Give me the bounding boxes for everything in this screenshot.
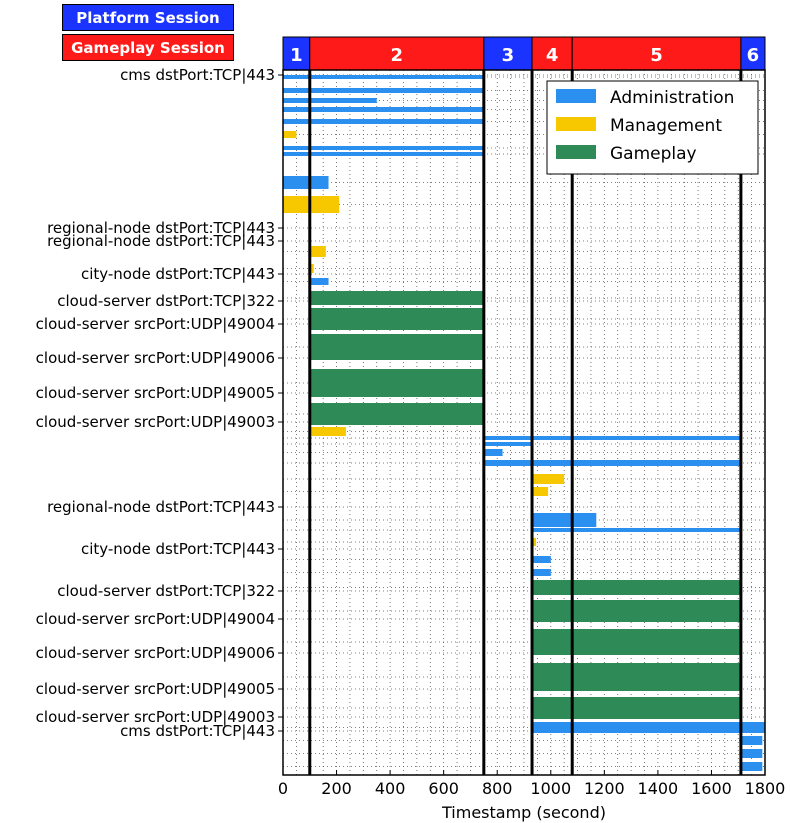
bar-gameplay (310, 308, 484, 330)
bar-gameplay (532, 697, 741, 719)
x-axis-label: Timestamp (second) (442, 803, 606, 822)
bar-gameplay (310, 369, 484, 397)
bar-management (532, 487, 548, 496)
phase-label-6: 6 (746, 45, 760, 66)
bar-administration (484, 460, 741, 466)
bar-administration (532, 556, 551, 563)
bar-administration (484, 449, 503, 456)
y-tick-label: cloud-server srcPort:UDP|49006 (35, 644, 275, 662)
y-tick-label: cloud-server dstPort:TCP|322 (57, 582, 275, 600)
legend-swatch (556, 117, 596, 131)
bar-administration (283, 75, 484, 79)
phase-label-2: 2 (390, 45, 404, 66)
bar-administration (484, 442, 532, 446)
bar-management (310, 427, 346, 436)
bar-administration (283, 119, 484, 124)
y-tick-label: cloud-server srcPort:UDP|49004 (35, 610, 275, 628)
bar-gameplay (532, 663, 741, 691)
legend-swatch (556, 145, 596, 159)
bar-administration (532, 569, 551, 576)
legend-label: Management (610, 116, 722, 136)
x-tick-label: 600 (428, 779, 459, 798)
bar-gameplay (532, 580, 741, 595)
y-tick-label: cloud-server srcPort:UDP|49005 (35, 384, 275, 402)
legend-label: Administration (610, 88, 735, 108)
y-tick-label: regional-node dstPort:TCP|443 (47, 219, 275, 237)
bar-gameplay (310, 403, 484, 425)
y-tick-label: regional-node dstPort:TCP|443 (47, 232, 275, 250)
x-tick-label: 1200 (583, 779, 625, 798)
bar-administration (283, 152, 484, 156)
phase-header (283, 37, 765, 70)
phase-label-5: 5 (650, 45, 663, 66)
bar-administration (310, 278, 329, 285)
y-tick-label: cms dstPort:TCP|443 (120, 722, 275, 740)
y-tick-label: cloud-server srcPort:UDP|49003 (35, 413, 275, 431)
bar-administration (283, 176, 329, 189)
y-tick-label: cloud-server srcPort:UDP|49004 (35, 315, 275, 333)
y-tick-label: cloud-server dstPort:TCP|322 (57, 292, 275, 310)
y-tick-label: cms dstPort:TCP|443 (120, 66, 275, 84)
bar-gameplay (310, 334, 484, 360)
bar-administration (484, 436, 741, 440)
legend-swatch (556, 89, 596, 103)
bar-administration (741, 736, 762, 745)
bar-administration (532, 722, 765, 733)
y-tick-label: cloud-server srcPort:UDP|49005 (35, 680, 275, 698)
y-tick-label: city-node dstPort:TCP|443 (80, 265, 275, 283)
phase-label-3: 3 (501, 45, 515, 66)
phase-label-4: 4 (545, 45, 559, 66)
bar-gameplay (532, 629, 741, 655)
x-tick-label: 1400 (637, 779, 679, 798)
bar-administration (532, 528, 741, 532)
bar-management (310, 246, 326, 257)
x-tick-label: 200 (321, 779, 352, 798)
x-tick-label: 400 (374, 779, 406, 798)
bar-administration (741, 749, 762, 758)
bar-gameplay (310, 291, 484, 305)
x-tick-label: 1800 (744, 779, 786, 798)
bar-management (283, 131, 296, 138)
x-tick-label: 800 (481, 779, 513, 798)
bar-gameplay (532, 600, 741, 622)
x-axis (278, 770, 785, 822)
bar-management (532, 474, 564, 484)
x-tick-label: 1000 (530, 779, 572, 798)
y-tick-label: regional-node dstPort:TCP|443 (47, 498, 275, 516)
y-axis (36, 66, 283, 740)
x-tick-label: 1600 (691, 779, 732, 798)
bar-administration (283, 146, 484, 150)
bar-administration (283, 88, 484, 93)
phase-label-1: 1 (290, 45, 303, 66)
gameplay-session-label: Gameplay Session (71, 38, 225, 57)
legend-label: Gameplay (610, 144, 697, 164)
bar-administration (532, 513, 596, 527)
y-tick-label: cloud-server srcPort:UDP|49003 (35, 708, 275, 726)
bar-administration (283, 98, 377, 103)
y-tick-label: cloud-server srcPort:UDP|49006 (35, 349, 275, 367)
x-tick-label: 0 (277, 779, 289, 798)
bar-administration (741, 762, 762, 771)
platform-session-label: Platform Session (76, 8, 220, 27)
chart-legend (547, 81, 758, 174)
bar-administration (283, 107, 484, 112)
y-tick-label: city-node dstPort:TCP|443 (80, 540, 275, 558)
